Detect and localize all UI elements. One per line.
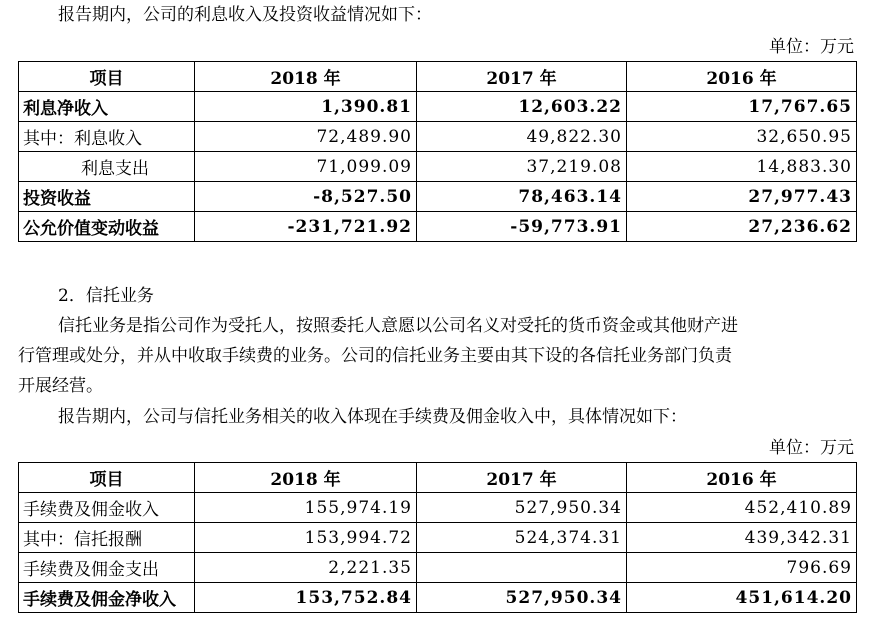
table-row <box>19 553 857 583</box>
table-header-row <box>19 463 857 493</box>
row-label: 手续费及佣金净收入 <box>19 583 195 613</box>
row-label: 其中：利息收入 <box>19 122 195 152</box>
table-row <box>19 523 857 553</box>
cell-2017: 524,374.31 <box>417 523 627 553</box>
cell-2016: 451,614.20 <box>627 583 857 613</box>
header-item: 项目 <box>19 62 195 92</box>
body-line-1: 信托业务是指公司作为受托人，按照委托人意愿以公司名义对受托的货币资金或其他财产进 <box>58 316 738 336</box>
cell-2016: 452,410.89 <box>627 493 857 523</box>
header-item: 项目 <box>19 463 195 493</box>
cell-2018: -8,527.50 <box>195 182 417 212</box>
table-row <box>19 152 857 182</box>
table-row <box>19 583 857 613</box>
cell-2017: 37,219.08 <box>417 152 627 182</box>
header-2017: 2017 年 <box>417 62 627 92</box>
body-line-3: 开展经营。 <box>18 376 103 396</box>
table-row <box>19 212 857 242</box>
cell-2018: 72,489.90 <box>195 122 417 152</box>
table-row <box>19 493 857 523</box>
cell-2016: 439,342.31 <box>627 523 857 553</box>
intro-text-2: 报告期内，公司与信托业务相关的收入体现在手续费及佣金收入中，具体情况如下： <box>58 407 687 427</box>
header-2018: 2018 年 <box>195 62 417 92</box>
cell-2018: 1,390.81 <box>195 92 417 122</box>
cell-2016: 27,236.62 <box>627 212 857 242</box>
header-2016: 2016 年 <box>627 463 857 493</box>
header-2016: 2016 年 <box>627 62 857 92</box>
cell-2016: 27,977.43 <box>627 182 857 212</box>
unit-label-1: 单位：万元 <box>769 37 854 57</box>
cell-2017: 49,822.30 <box>417 122 627 152</box>
table-header-row <box>19 62 857 92</box>
row-label: 公允价值变动收益 <box>19 212 195 242</box>
unit-label-2: 单位：万元 <box>769 438 854 458</box>
row-label: 利息支出 <box>19 152 195 182</box>
section-heading: 2．信托业务 <box>58 286 154 306</box>
cell-2017: 78,463.14 <box>417 182 627 212</box>
table-row <box>19 92 857 122</box>
cell-2018: 71,099.09 <box>195 152 417 182</box>
cell-2017: 527,950.34 <box>417 493 627 523</box>
row-label: 其中：信托报酬 <box>19 523 195 553</box>
cell-2018: 155,974.19 <box>195 493 417 523</box>
cell-2017 <box>417 553 627 583</box>
header-2018: 2018 年 <box>195 463 417 493</box>
cell-2016: 17,767.65 <box>627 92 857 122</box>
cell-2016: 32,650.95 <box>627 122 857 152</box>
intro-text-1: 报告期内，公司的利息收入及投资收益情况如下： <box>58 5 432 25</box>
body-line-2: 行管理或处分，并从中收取手续费的业务。公司的信托业务主要由其下设的各信托业务部门负责 <box>18 346 732 366</box>
row-label: 手续费及佣金支出 <box>19 553 195 583</box>
cell-2018: -231,721.92 <box>195 212 417 242</box>
row-label: 投资收益 <box>19 182 195 212</box>
cell-2018: 153,994.72 <box>195 523 417 553</box>
cell-2018: 2,221.35 <box>195 553 417 583</box>
cell-2017: -59,773.91 <box>417 212 627 242</box>
header-2017: 2017 年 <box>417 463 627 493</box>
row-label: 手续费及佣金收入 <box>19 493 195 523</box>
cell-2016: 14,883.30 <box>627 152 857 182</box>
interest-income-table <box>18 61 857 242</box>
table-row <box>19 182 857 212</box>
table-row <box>19 122 857 152</box>
row-label: 利息净收入 <box>19 92 195 122</box>
cell-2018: 153,752.84 <box>195 583 417 613</box>
cell-2016: 796.69 <box>627 553 857 583</box>
cell-2017: 527,950.34 <box>417 583 627 613</box>
cell-2017: 12,603.22 <box>417 92 627 122</box>
trust-fee-table <box>18 462 857 613</box>
